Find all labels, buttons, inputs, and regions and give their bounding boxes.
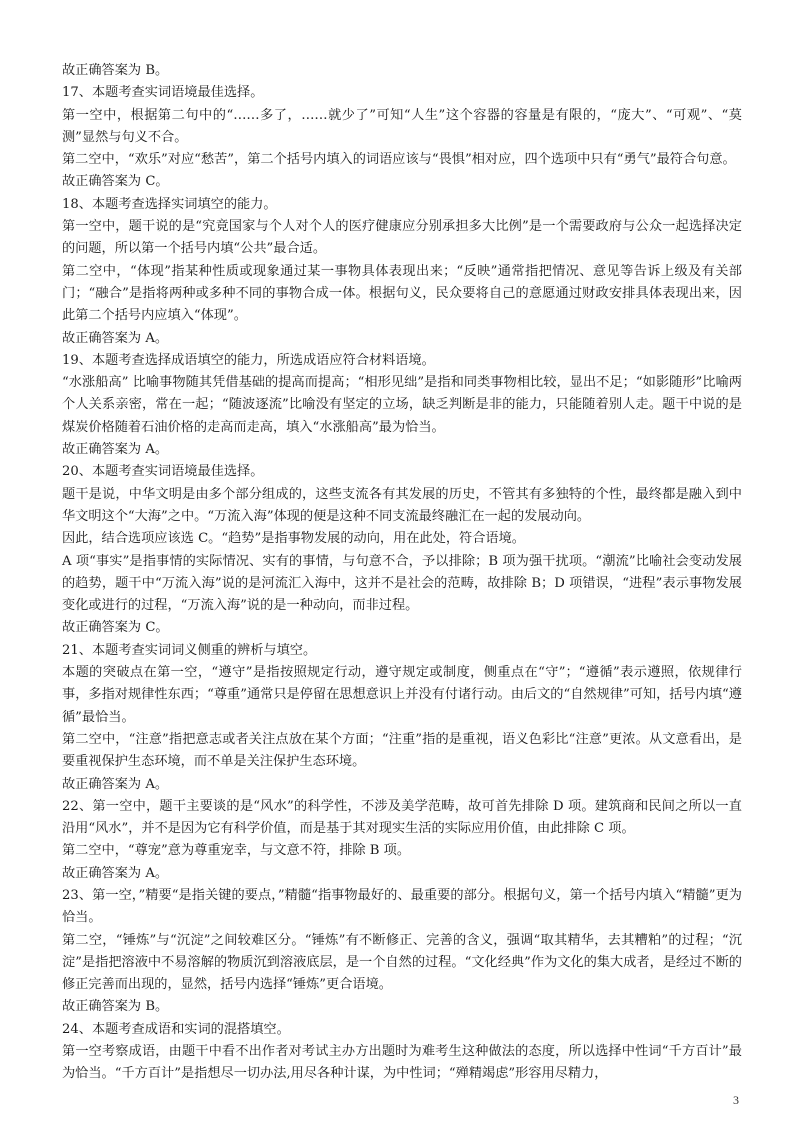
page-number: 3 — [733, 1093, 739, 1107]
paragraph-1: 故正确答案为 B。 — [62, 63, 169, 78]
paragraph-8: 第二空中，“体现”指某种性质或现象通过某一事物具体表现出来；“反映”通常指把情况、意见等告诉上级及有关部门；“融合”是指将两种或多种不同的事物合成一体。根据句义，民众要将自己的意愿通过财政安排具体表现出来，因此第二个括号内应填入“体现”。 — [62, 263, 742, 324]
paragraph-5: 故正确答案为 C。 — [62, 174, 169, 190]
paragraph-2: 17、本题考查实词语境最佳选择。 — [62, 85, 264, 101]
paragraph-26: 第二空，“锤炼”与“沉淀”之间较难区分。“锤炼”有不断修正、完善的含义，强调“取其精华，去其糟粕”的过程；“沉淀”是指把溶液中不易溶解的物质沉到溶液底层，是一个自然的过程。“文化经典”作为文化的集大成者，是经过不断的修正完善而出现的，显然，括号内选择“锤炼”更合语境。 — [62, 932, 742, 993]
paragraph-11: “水涨船高” 比喻事物随其凭借基础的提高而提高；“相形见绌”是指和同类事物相比较，显出不足；“如影随形”比喻两个人关系亲密，常在一起；“随波逐流”比喻没有坚定的立场，缺乏判断是非的能力，只能随着别人走。题干中说的是煤炭价格随着石油价格的走高而走高，填入“水涨船高”最为恰当。 — [62, 375, 742, 435]
paragraph-4: 第二空中，“欢乐”对应“愁苦”，第二个括号内填入的词语应该与“畏惧”相对应，四个选项中只有“勇气”最符合句意。 — [62, 152, 736, 168]
paragraph-22: 22、第一空中，题干主要谈的是“风水”的科学性，不涉及美学范畴，故可首先排除 D 项。建筑商和民间之所以一直沿用“风水”，并不是因为它有科学价值，而是基于其对现实生活的实际应用价值，由此排除 C 项。 — [62, 798, 742, 837]
paragraph-28: 24、本题考查成语和实词的混搭填空。 — [62, 1021, 290, 1037]
paragraph-23: 第二空中，“尊宠”意为尊重宠幸，与文意不符，排除 B 项。 — [62, 843, 411, 859]
paragraph-10: 19、本题考查选择成语填空的能力，所选成语应符合材料语境。 — [62, 352, 435, 368]
paragraph-21: 故正确答案为 A。 — [62, 776, 169, 792]
paragraph-6: 18、本题考查选择实词填空的能力。 — [62, 196, 277, 212]
paragraph-29: 第一空考察成语，由题干中看不出作者对考试主办方出题时为难考生这种做法的态度，所以选择中性词“千方百计”最为恰当。“千方百计”是指想尽一切办法,用尽各种计谋，为中性词；“殚精竭虑”形容用尽精力， — [62, 1044, 742, 1082]
paragraph-19: 本题的突破点在第一空，“遵守”是指按照规定行动，遵守规定或制度，侧重点在“守”；“遵循”表示遵照，依规律行事，多指对规律性东西；“尊重”通常只是停留在思想意识上并没有付诸行动。由后文的“自然规律”可知，括号内填“遵循”最恰当。 — [62, 665, 742, 725]
paragraph-14: 题干是说，中华文明是由多个部分组成的，这些支流各有其发展的历史，不管其有多独特的个性，最终都是融入到中华文明这个“大海”之中。“万流入海”体现的便是这种不同支流最终融汇在一起的发展动向。 — [62, 486, 742, 524]
paragraph-13: 20、本题考查实词语境最佳选择。 — [62, 464, 264, 480]
paragraph-20: 第二空中，“注意”指把意志或者关注点放在某个方面；“注重”指的是重视，语义色彩比“注意”更浓。从文意看出，是要重视保护生态环境，而不单是关注保护生态环境。 — [62, 731, 742, 770]
paragraph-24: 故正确答案为 A。 — [62, 865, 169, 881]
paragraph-9: 故正确答案为 A。 — [62, 330, 169, 346]
paragraph-18: 21、本题考查实词词义侧重的辨析与填空。 — [62, 642, 317, 658]
paragraph-15: 因此，结合选项应该选 C。“趋势”是指事物发展的动向，用在此处，符合语境。 — [62, 531, 525, 547]
paragraph-16: A 项“事实”是指事情的实际情况、实有的事情，与句意不合，予以排除；B 项为强干扰项。“潮流”比喻社会变动发展的趋势，题干中“万流入海”说的是河流汇入海中，这并不是社会的范畴，故排除 B；D 项错误，“进程”表示事物发展变化或进行的过程，“万流入海”说的是一种动向，而非过程。 — [62, 553, 742, 614]
document-body — [62, 60, 742, 1086]
paragraph-17: 故正确答案为 C。 — [62, 620, 169, 636]
paragraph-27: 故正确答案为 B。 — [62, 999, 169, 1015]
paragraph-7: 第一空中，题干说的是“究竟国家与个人对个人的医疗健康应分别承担多大比例”是一个需要政府与公众一起选择决定的问题，所以第一个括号内填“公共”最合适。 — [62, 219, 742, 257]
paragraph-12: 故正确答案为 A。 — [62, 442, 169, 458]
paragraph-3: 第一空中，根据第二句中的“……多了，……就少了”可知“人生”这个容器的容量是有限的，“庞大”、“可观”、“莫测”显然与句义不合。 — [62, 107, 742, 145]
paragraph-25: 23、第一空，”精要“是指关键的要点，”精髓“指事物最好的、最重要的部分。根据句义，第一个括号内填入“精髓”更为恰当。 — [62, 887, 742, 926]
